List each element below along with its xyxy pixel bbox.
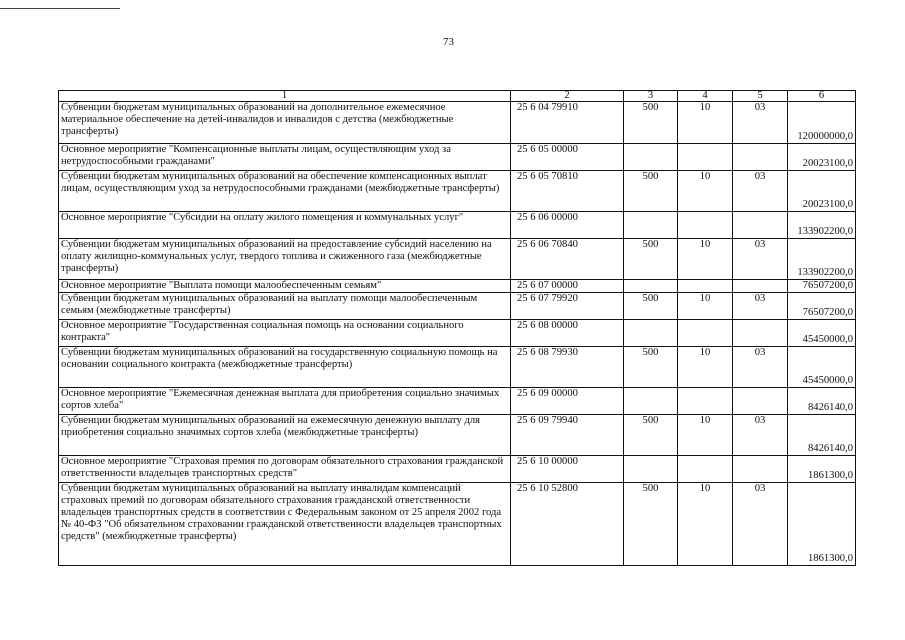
row-col-4 [678, 388, 733, 415]
row-col-3 [624, 388, 678, 415]
row-col-5: 03 [733, 239, 788, 280]
row-col-4: 10 [678, 415, 733, 456]
row-col-4 [678, 212, 733, 239]
row-col-3: 500 [624, 483, 678, 566]
row-name: Субвенции бюджетам муниципальных образований на выплату помощи малообеспеченным семьям (межбюджетные трансферты) [59, 293, 511, 320]
row-col-3: 500 [624, 293, 678, 320]
row-col-4 [678, 456, 733, 483]
row-name: Субвенции бюджетам муниципальных образований на выплату инвалидам компенсаций страховых премий по договорам обязательного страхования гражданской ответственности владельцев транспортных средств в соответствии с Федеральным законом от 25 апреля 2002 года № 40-ФЗ "Об обязательном страховании гражданской ответственности владельцев транспортных средств" (межбюджетные трансферты) [59, 483, 511, 566]
row-name: Основное мероприятие "Компенсационные выплаты лицам, осуществляющим уход за нетрудоспособными гражданами" [59, 144, 511, 171]
row-col-3: 500 [624, 171, 678, 212]
row-col-4 [678, 320, 733, 347]
row-col-3 [624, 456, 678, 483]
row-col-4: 10 [678, 239, 733, 280]
row-col-3 [624, 280, 678, 293]
page-number: 73 [443, 36, 454, 48]
row-code: 25 6 06 00000 [511, 212, 624, 239]
row-amount: 45450000,0 [788, 320, 856, 347]
header-col-6: 6 [788, 91, 856, 102]
row-col-3 [624, 144, 678, 171]
row-amount: 20023100,0 [788, 144, 856, 171]
table-row [59, 320, 856, 347]
row-col-5 [733, 280, 788, 293]
header-col-5: 5 [733, 91, 788, 102]
row-name: Субвенции бюджетам муниципальных образований на обеспечение компенсационных выплат лицам, осуществляющим уход за нетрудоспособными гражданами (межбюджетные трансферты) [59, 171, 511, 212]
row-name: Основное мероприятие "Государственная социальная помощь на основании социального контракта" [59, 320, 511, 347]
row-amount: 1861300,0 [788, 456, 856, 483]
row-col-5: 03 [733, 483, 788, 566]
row-col-3: 500 [624, 347, 678, 388]
table-row [59, 280, 856, 293]
row-col-3: 500 [624, 102, 678, 144]
row-col-3 [624, 212, 678, 239]
table-row [59, 347, 856, 388]
scan-top-rule [0, 8, 120, 9]
row-code: 25 6 09 00000 [511, 388, 624, 415]
row-col-5 [733, 388, 788, 415]
row-amount: 8426140,0 [788, 415, 856, 456]
row-code: 25 6 04 79910 [511, 102, 624, 144]
row-code: 25 6 05 00000 [511, 144, 624, 171]
row-col-5: 03 [733, 171, 788, 212]
row-code: 25 6 06 70840 [511, 239, 624, 280]
row-col-3 [624, 320, 678, 347]
row-code: 25 6 05 70810 [511, 171, 624, 212]
row-col-5: 03 [733, 415, 788, 456]
table-row [59, 239, 856, 280]
row-amount: 45450000,0 [788, 347, 856, 388]
row-col-4: 10 [678, 171, 733, 212]
row-code: 25 6 10 52800 [511, 483, 624, 566]
row-code: 25 6 10 00000 [511, 456, 624, 483]
header-col-2: 2 [511, 91, 624, 102]
table-row [59, 415, 856, 456]
row-code: 25 6 07 79920 [511, 293, 624, 320]
row-name: Субвенции бюджетам муниципальных образований на ежемесячную денежную выплату для приобретения социально значимых сортов хлеба (межбюджетные трансферты) [59, 415, 511, 456]
row-col-4: 10 [678, 483, 733, 566]
table-row [59, 171, 856, 212]
row-col-5: 03 [733, 293, 788, 320]
row-col-4: 10 [678, 102, 733, 144]
row-col-5 [733, 144, 788, 171]
budget-table [58, 90, 856, 566]
row-amount: 8426140,0 [788, 388, 856, 415]
row-amount: 133902200,0 [788, 239, 856, 280]
header-col-3: 3 [624, 91, 678, 102]
table-row [59, 293, 856, 320]
row-code: 25 6 09 79940 [511, 415, 624, 456]
table-row [59, 144, 856, 171]
row-name: Основное мероприятие "Ежемесячная денежная выплата для приобретения социально значимых сортов хлеба" [59, 388, 511, 415]
row-code: 25 6 08 00000 [511, 320, 624, 347]
header-col-4: 4 [678, 91, 733, 102]
row-col-4: 10 [678, 293, 733, 320]
table-row [59, 483, 856, 566]
row-code: 25 6 08 79930 [511, 347, 624, 388]
table-row [59, 212, 856, 239]
row-amount: 1861300,0 [788, 483, 856, 566]
header-col-1: 1 [59, 91, 511, 102]
row-col-3: 500 [624, 239, 678, 280]
row-col-5: 03 [733, 347, 788, 388]
row-amount: 120000000,0 [788, 102, 856, 144]
row-amount: 76507200,0 [788, 293, 856, 320]
row-col-5 [733, 320, 788, 347]
table-row [59, 456, 856, 483]
row-col-4 [678, 144, 733, 171]
row-name: Основное мероприятие "Выплата помощи малообеспеченным семьям" [59, 280, 511, 293]
row-col-4: 10 [678, 347, 733, 388]
table-row [59, 102, 856, 144]
row-amount: 76507200,0 [788, 280, 856, 293]
row-amount: 20023100,0 [788, 171, 856, 212]
row-col-5: 03 [733, 102, 788, 144]
row-code: 25 6 07 00000 [511, 280, 624, 293]
row-col-3: 500 [624, 415, 678, 456]
row-name: Основное мероприятие "Субсидии на оплату жилого помещения и коммунальных услуг" [59, 212, 511, 239]
row-col-4 [678, 280, 733, 293]
row-name: Основное мероприятие "Страховая премия по договорам обязательного страхования гражданской ответственности владельцев транспортных средств" [59, 456, 511, 483]
row-name: Субвенции бюджетам муниципальных образований на предоставление субсидий населению на оплату жилищно-коммунальных услуг, твердого топлива и сжиженного газа (межбюджетные трансферты) [59, 239, 511, 280]
table-row [59, 388, 856, 415]
table-header-row [59, 91, 856, 102]
row-name: Субвенции бюджетам муниципальных образований на дополнительное ежемесячное материальное обеспечение на детей-инвалидов и инвалидов с детства (межбюджетные трансферты) [59, 102, 511, 144]
row-name: Субвенции бюджетам муниципальных образований на государственную социальную помощь на основании социального контракта (межбюджетные трансферты) [59, 347, 511, 388]
row-col-5 [733, 456, 788, 483]
row-amount: 133902200,0 [788, 212, 856, 239]
row-col-5 [733, 212, 788, 239]
